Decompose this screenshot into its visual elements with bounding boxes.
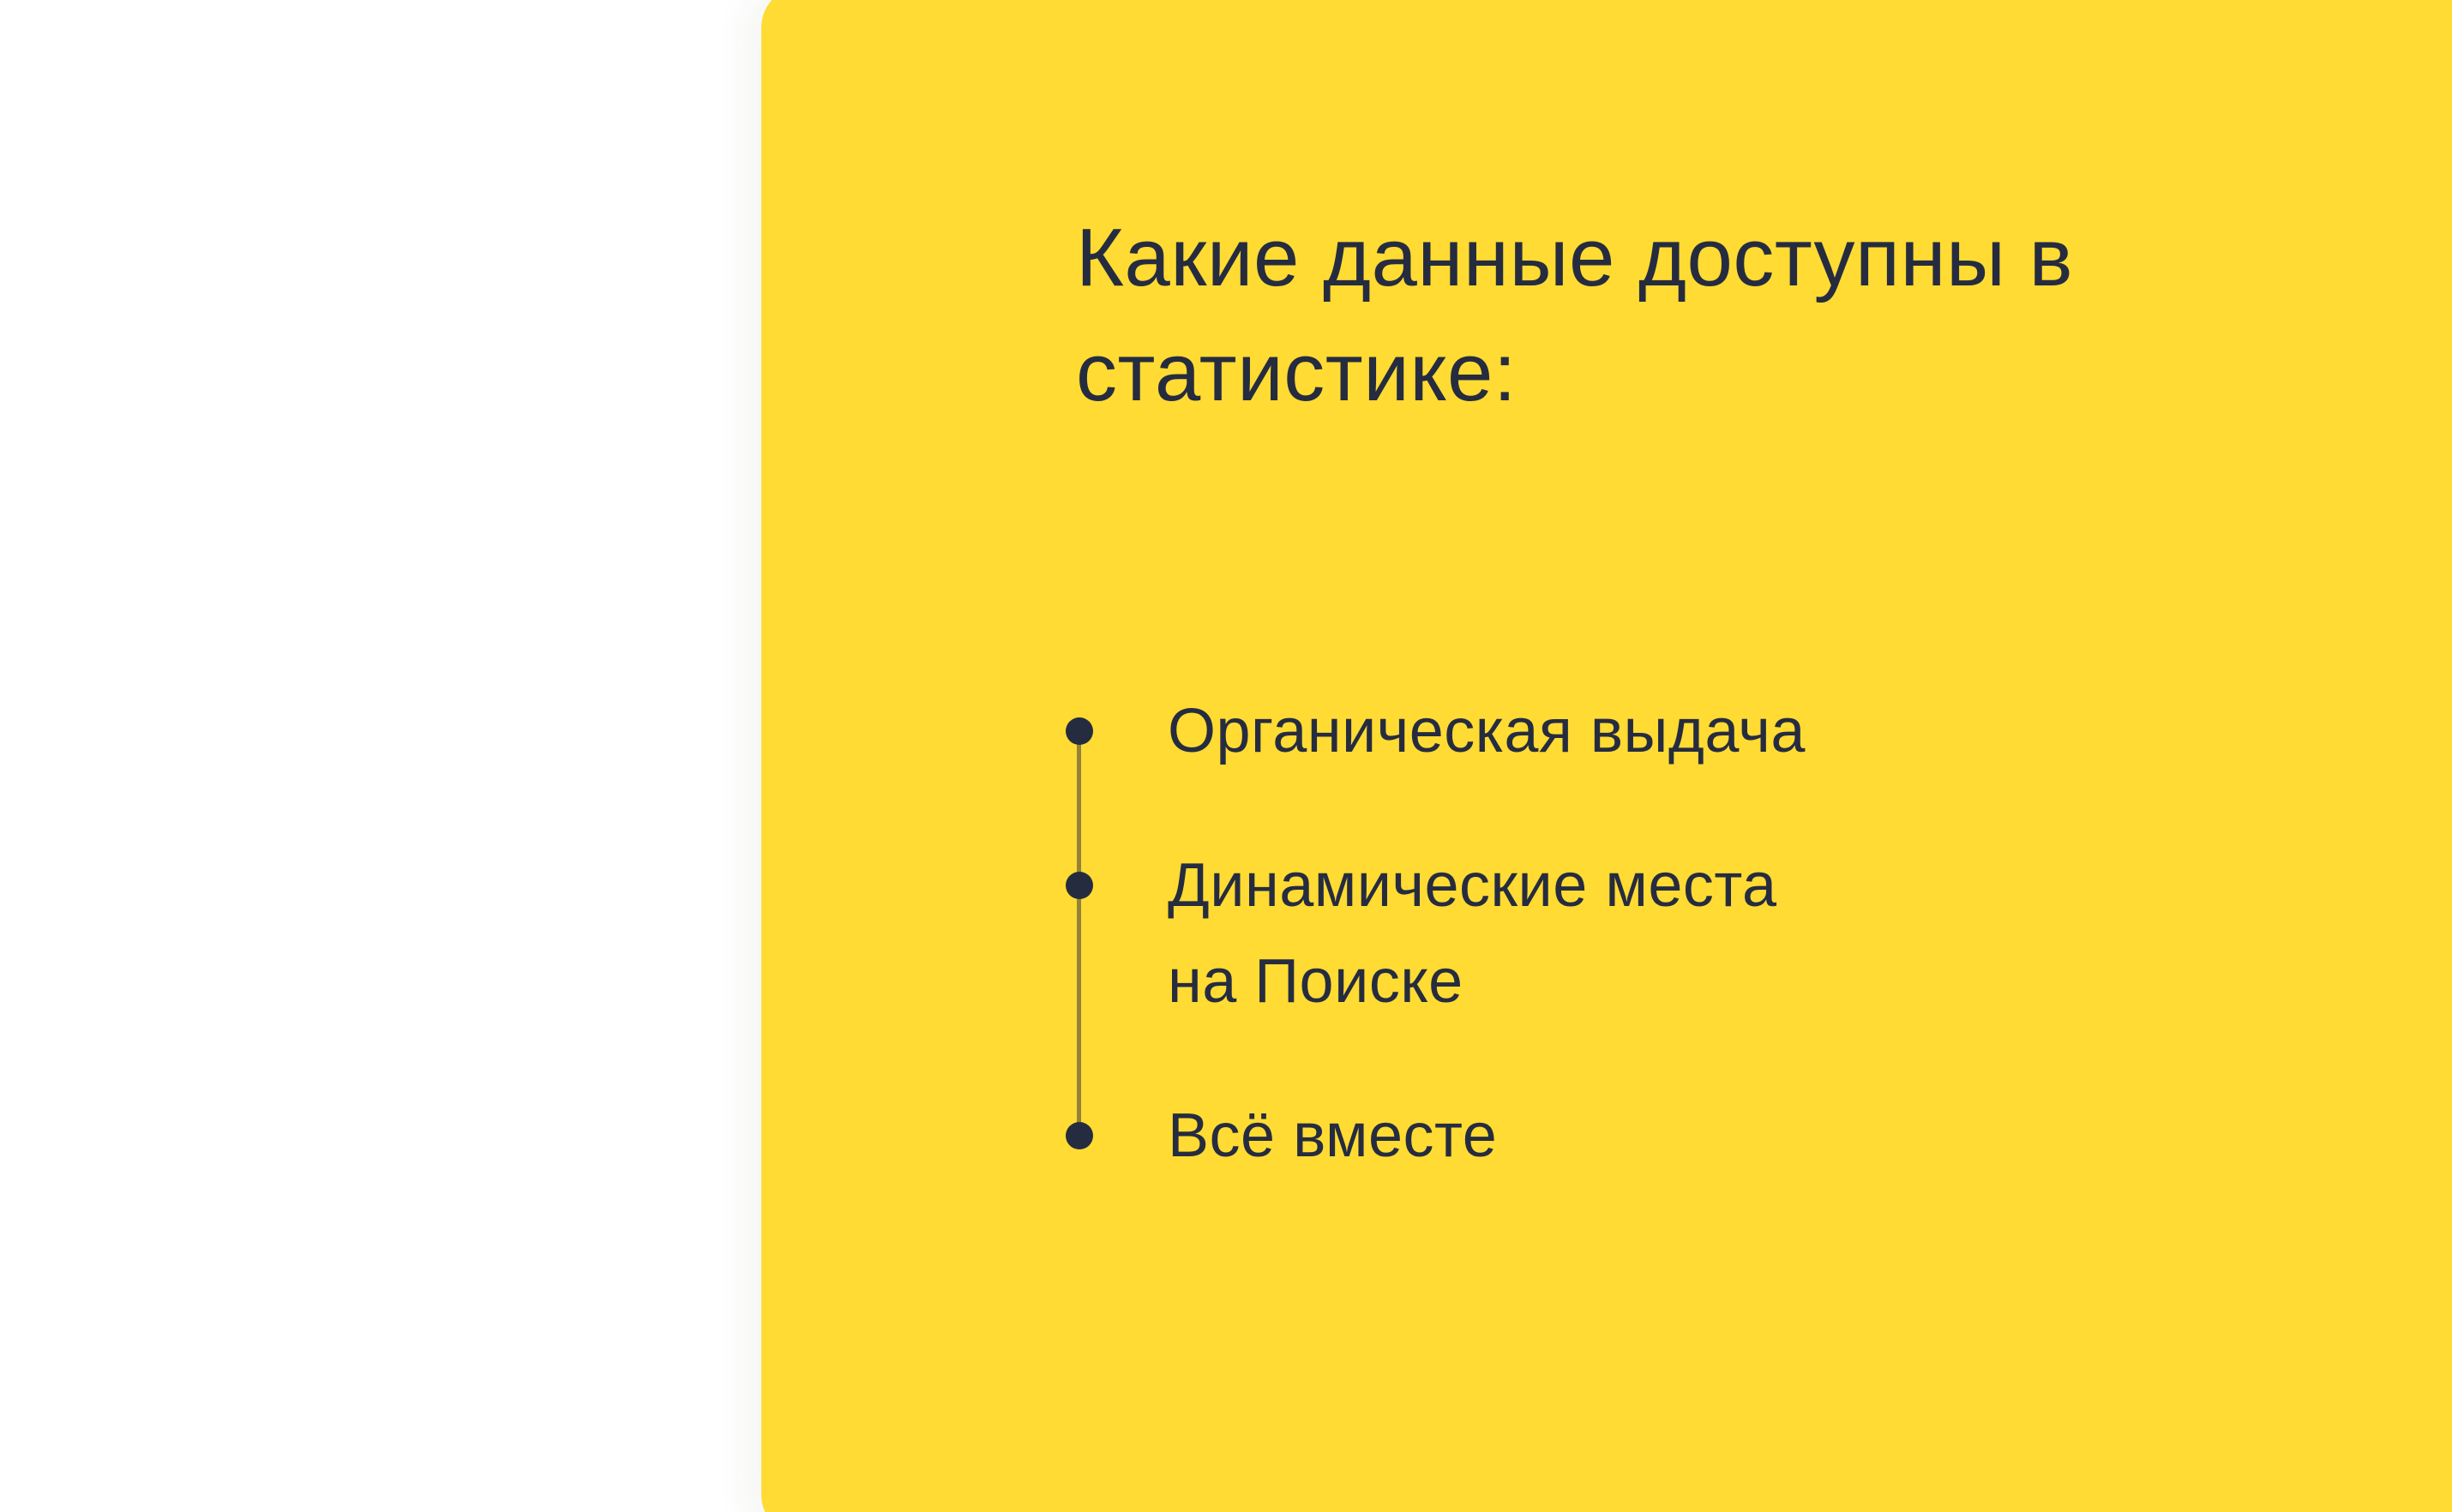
slide-title-line-2: статистике: [1076, 327, 1517, 418]
slide-title-line-1: Какие данные доступны в [1076, 212, 2074, 303]
bullet-dot-icon [1066, 872, 1093, 899]
yellow-card [761, 0, 2452, 1512]
list-item [1053, 837, 1939, 1029]
bullet-text: Всё вместе [1168, 1101, 1498, 1170]
list-item [1053, 683, 1939, 779]
bullet-text-line-2: на Поиске [1168, 947, 1463, 1016]
bullet-dot-icon [1066, 717, 1093, 745]
bullet-text-line-1: Динамические места [1168, 851, 1777, 920]
list-item [1053, 1088, 1939, 1184]
bullet-list [1053, 683, 1939, 1242]
bullet-dot-icon [1066, 1122, 1093, 1149]
bullet-text: Органическая выдача [1168, 697, 1806, 765]
slide-title [1076, 201, 2362, 430]
